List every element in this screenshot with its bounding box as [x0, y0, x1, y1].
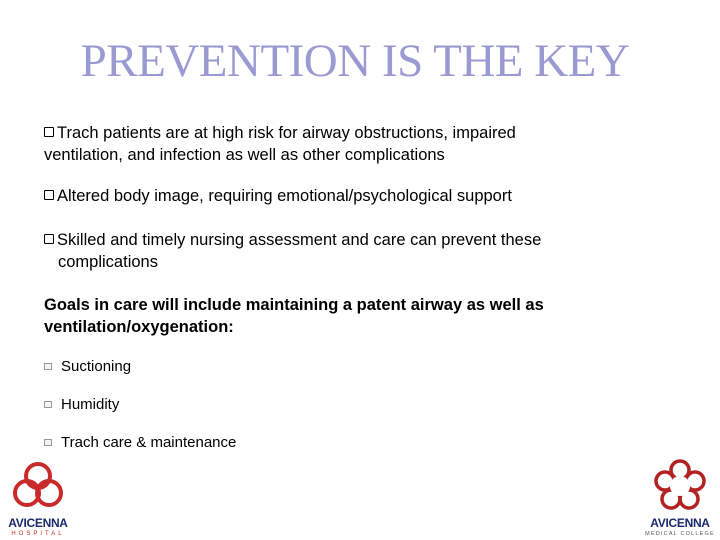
bullet-2: Altered body image, requiring emotional/psychological support	[44, 185, 512, 207]
checkbox-bullet-icon	[44, 234, 54, 244]
checkbox-bullet-icon	[44, 127, 54, 137]
bullet-3: Skilled and timely nursing assessment and care can prevent these complications	[44, 229, 541, 273]
sub-bullet-humidity: Humidity	[44, 396, 119, 413]
sub-bullet-trach-care: Trach care & maintenance	[44, 434, 236, 451]
square-bullet-icon	[44, 401, 52, 408]
avicenna-hospital-logo: AVICENNA HOSPITAL	[0, 456, 76, 540]
square-bullet-icon	[44, 439, 52, 446]
trefoil-logo-icon	[0, 456, 76, 516]
slide-title: PREVENTION IS THE KEY	[80, 35, 630, 87]
avicenna-college-logo: AVICENNA MEDICAL COLLEGE	[642, 456, 718, 540]
checkbox-bullet-icon	[44, 190, 54, 200]
goals-heading: Goals in care will include maintaining a patent airway as well as ventilation/oxygenation:	[44, 296, 544, 336]
flower-logo-icon	[642, 456, 718, 516]
square-bullet-icon	[44, 363, 52, 370]
sub-bullet-suctioning: Suctioning	[44, 358, 131, 375]
bullet-1: Trach patients are at high risk for airway obstructions, impaired ventilation, and infection as well as other complications	[44, 124, 516, 164]
